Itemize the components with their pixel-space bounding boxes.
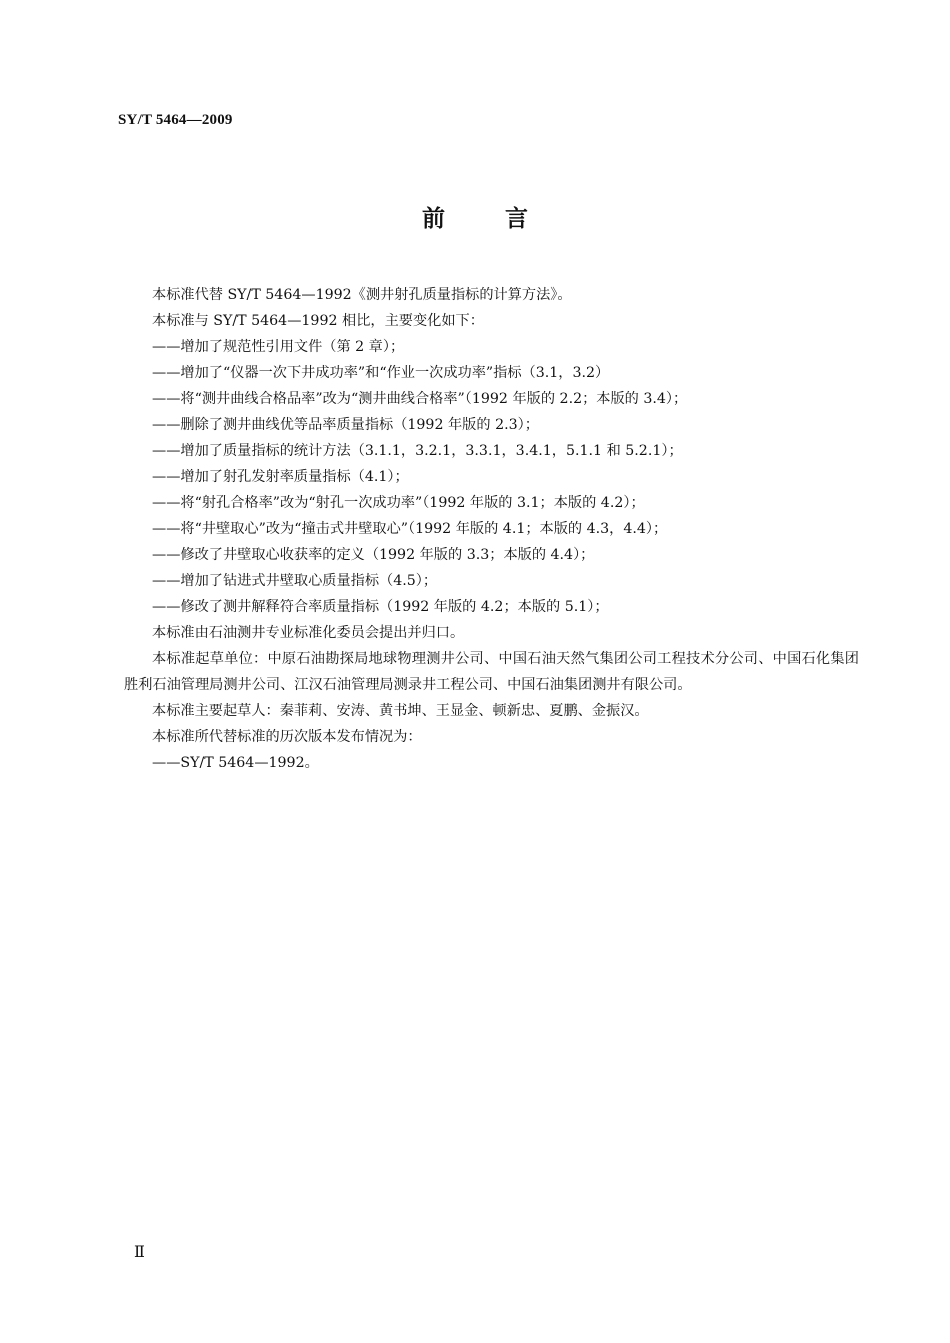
change-item: ——将“测井曲线合格品率”改为“测井曲线合格率”（1992 年版的 2.2；本版的 3.4）； [152,391,688,407]
paragraph-replaces: 本标准代替 SY/T 5464—1992《测井射孔质量指标的计算方法》。 [152,287,572,303]
change-item: ——增加了钻进式井壁取心质量指标（4.5）； [152,573,438,589]
change-item: ——将“井壁取心”改为“撞击式井壁取心”（1992 年版的 4.1；本版的 4.3，4.4）； [152,521,668,537]
paragraph-drafters: 本标准主要起草人：秦菲莉、安涛、黄书坤、王显金、顿新忠、夏鹏、金振汉。 [152,703,649,719]
paragraph-history-intro: 本标准所代替标准的历次版本发布情况为： [152,729,422,745]
history-item: ——SY/T 5464—1992。 [152,755,319,771]
paragraph-changes-intro: 本标准与 SY/T 5464—1992 相比，主要变化如下： [152,313,484,329]
paragraph-proposer: 本标准由石油测井专业标准化委员会提出并归口。 [152,625,465,641]
change-item: ——将“射孔合格率”改为“射孔一次成功率”（1992 年版的 3.1；本版的 4.2）； [152,495,645,511]
paragraph-drafting-units: 本标准起草单位：中原石油勘探局地球物理测井公司、中国石油天然气集团公司工程技术分公司、中国石化集团胜利石油管理局测井公司、江汉石油管理局测录井工程公司、中国石油集团测井有限公司。 [124,651,859,693]
page-number: Ⅱ [134,1244,145,1261]
change-item: ——增加了质量指标的统计方法（3.1.1，3.2.1，3.3.1，3.4.1，5.1.1 和 5.2.1）； [152,443,683,459]
change-item: ——修改了测井解释符合率质量指标（1992 年版的 4.2；本版的 5.1）； [152,599,609,615]
foreword-body [124,282,859,776]
change-item: ——增加了射孔发射率质量指标（4.1）； [152,469,409,485]
change-item: ——增加了“仪器一次下井成功率”和“作业一次成功率”指标（3.1，3.2） [152,365,610,381]
change-item: ——增加了规范性引用文件（第 2 章）； [152,339,405,355]
change-item: ——修改了井壁取心收获率的定义（1992 年版的 3.3；本版的 4.4）； [152,547,595,563]
change-item: ——删除了测井曲线优等品率质量指标（1992 年版的 2.3）； [152,417,539,433]
standard-code: SY/T 5464—2009 [118,112,233,128]
page-title: 前言 [422,206,588,232]
